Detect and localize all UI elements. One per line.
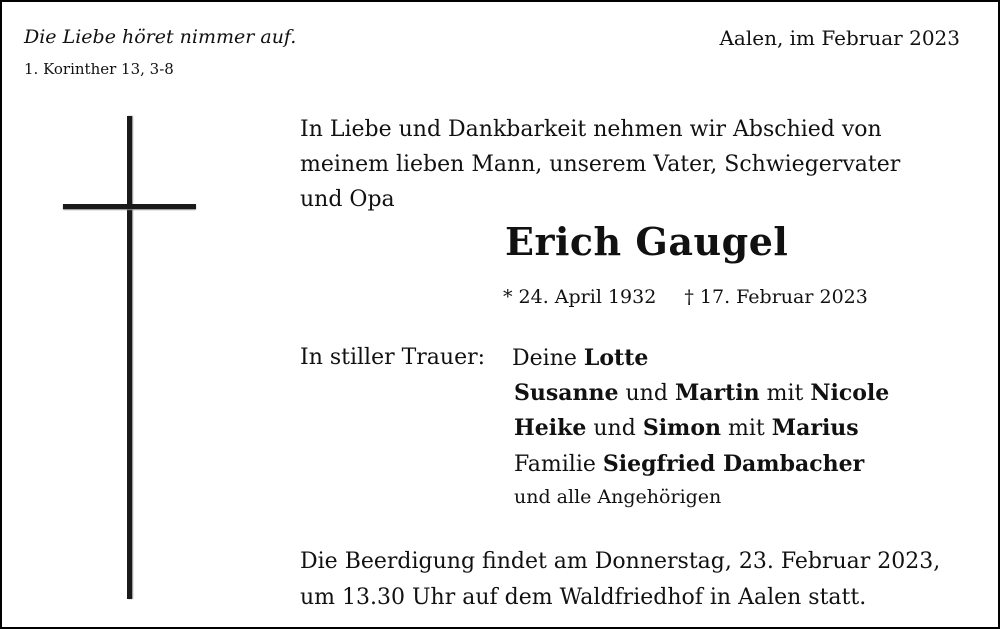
intro-line: und Opa — [300, 187, 395, 212]
death-date: † 17. Februar 2023 — [684, 286, 868, 308]
place-date: Aalen, im Februar 2023 — [719, 26, 960, 50]
mourner-name: Heike — [514, 415, 587, 441]
funeral-line: Die Beerdigung findet am Donnerstag, 23. Februar 2023, — [300, 549, 941, 574]
cross-vertical-bar — [127, 116, 132, 599]
mourner-line — [514, 380, 889, 406]
mourners-label: In stiller Trauer: — [300, 345, 486, 370]
mourner-text: Deine — [512, 346, 584, 371]
funeral-line: um 13.30 Uhr auf dem Waldfriedhof in Aalen statt. — [300, 585, 867, 610]
motto: Die Liebe höret nimmer auf. — [24, 26, 297, 48]
mourner-text: und — [618, 381, 675, 406]
mourner-text: und — [586, 416, 643, 441]
mourner-name: Martin — [674, 380, 760, 406]
mourner-line — [514, 415, 859, 441]
funeral-notice — [300, 544, 940, 616]
mourner-name: Nicole — [810, 380, 890, 406]
mourner-line — [514, 451, 864, 477]
intro-line: meinem lieben Mann, unserem Vater, Schwiegervater — [300, 152, 901, 177]
mourner-name: Marius — [771, 415, 859, 441]
mourner-name: Susanne — [514, 380, 619, 406]
birth-date: * 24. April 1932 — [503, 286, 657, 308]
cross-horizontal-bar — [63, 204, 196, 209]
intro-text — [300, 112, 900, 217]
life-dates — [503, 286, 868, 308]
mourner-name: Lotte — [583, 345, 649, 371]
intro-line: In Liebe und Dankbarkeit nehmen wir Abschied von — [300, 117, 882, 142]
mourner-text: mit — [759, 381, 811, 406]
mourner-text: Familie — [514, 452, 603, 477]
deceased-name: Erich Gaugel — [505, 219, 789, 264]
bible-verse: 1. Korinther 13, 3-8 — [24, 60, 174, 78]
mourner-name: Siegfried Dambacher — [602, 451, 865, 477]
mourner-text: mit — [721, 416, 772, 441]
mourner-line — [512, 345, 648, 371]
mourner-name: Simon — [642, 415, 722, 441]
mourner-line: und alle Angehörigen — [514, 486, 722, 508]
